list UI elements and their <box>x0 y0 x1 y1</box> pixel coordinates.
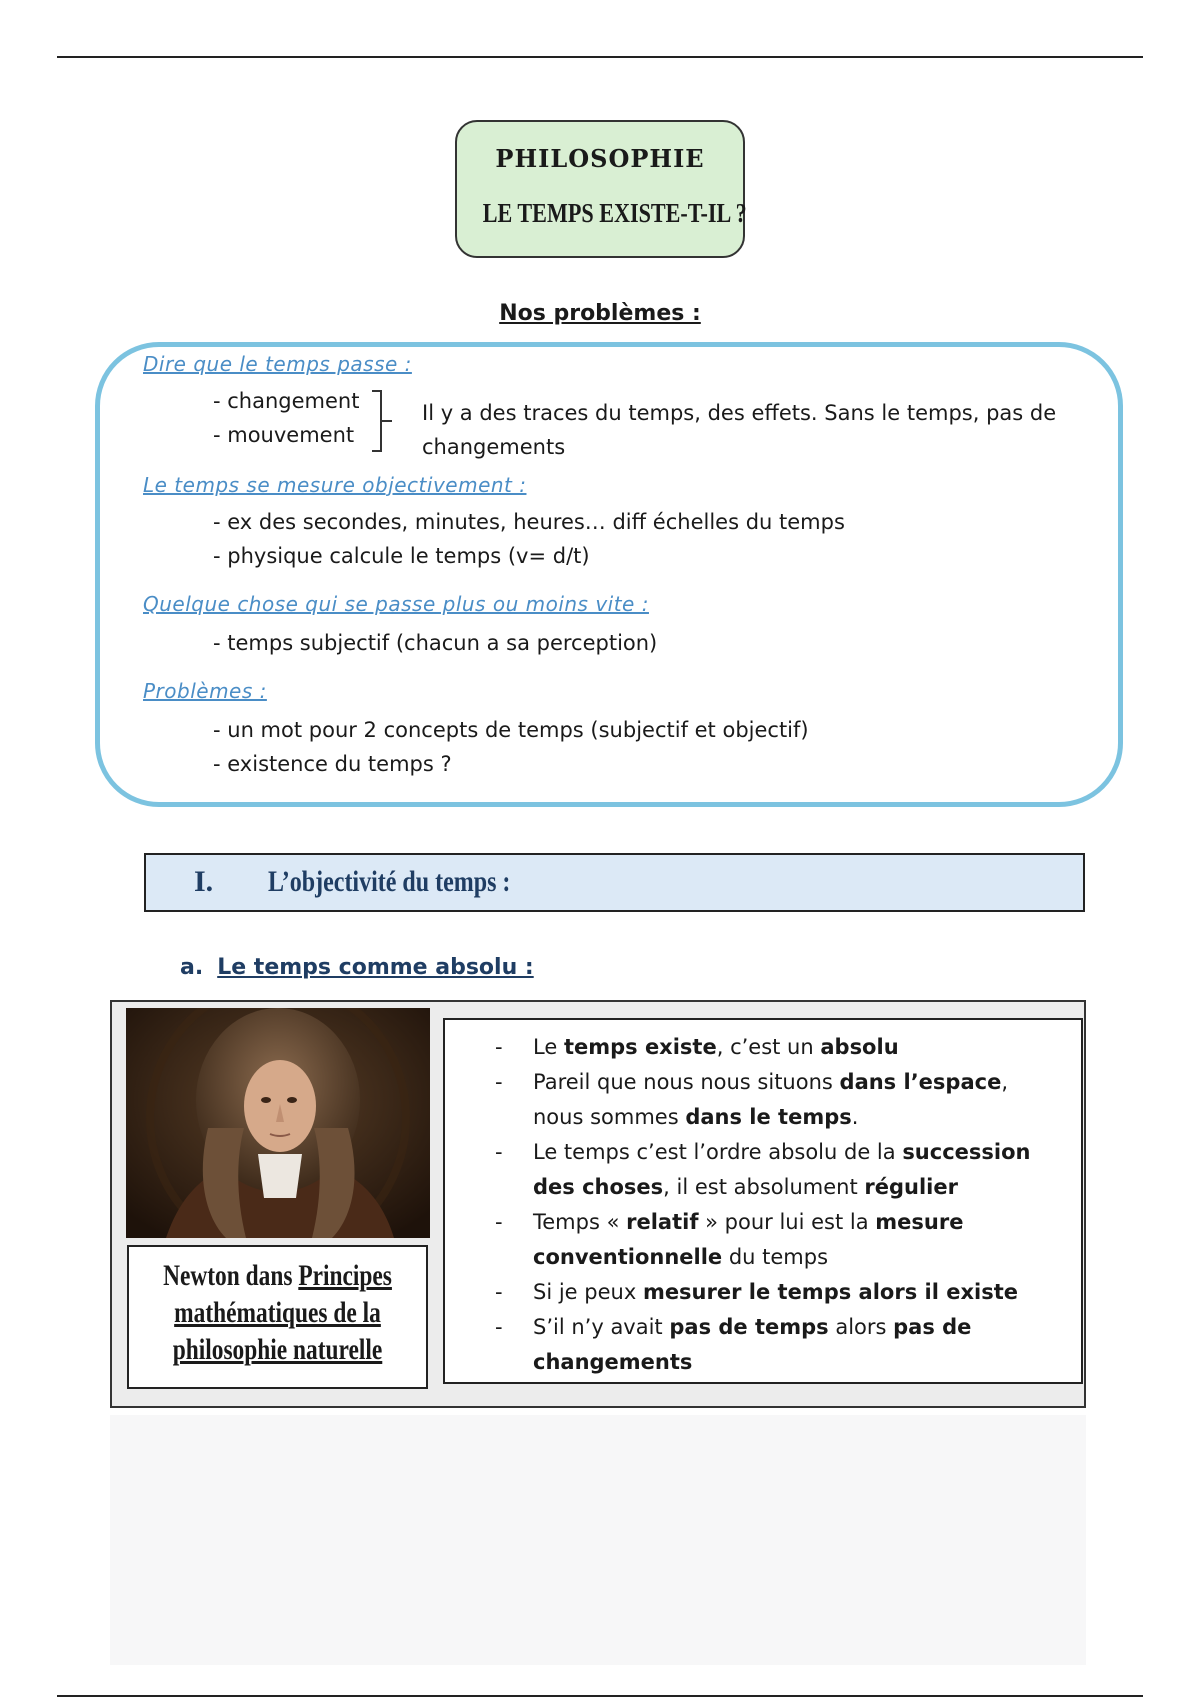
problems-item: - physique calcule le temps (v= d/t) <box>213 544 590 568</box>
bullet-emphasis: absolu <box>820 1035 899 1059</box>
caption-work-title: Principes mathématiques de la philosophie naturelle <box>172 1259 392 1366</box>
bullet-text: Le <box>533 1035 564 1059</box>
problems-item: - temps subjectif (chacun a sa perception) <box>213 631 658 655</box>
top-rule <box>57 56 1143 58</box>
bullet-text: Pareil que nous nous situons <box>533 1070 840 1094</box>
problems-section-title: Le temps se mesure objectivement : <box>143 473 527 497</box>
problems-section-title: Dire que le temps passe : <box>143 352 412 376</box>
bullet-text: S’il n’y avait <box>533 1315 670 1339</box>
bullet-emphasis: mesurer le temps alors il existe <box>642 1280 1018 1304</box>
newton-bullet-item <box>495 1065 1055 1135</box>
bullet-text: , il est absolument <box>663 1175 865 1199</box>
section-number: I. <box>194 865 214 898</box>
problems-item: - existence du temps ? <box>213 752 452 776</box>
problems-item: - mouvement <box>213 423 355 447</box>
section-header <box>144 853 1085 912</box>
subsection-letter: a. <box>180 955 204 980</box>
problems-heading: Nos problèmes : <box>499 301 701 326</box>
newton-bullet-item <box>495 1135 1055 1205</box>
brace-symbol <box>372 390 382 452</box>
brace-explanation: Il y a des traces du temps, des effets. Sans le temps, pas de changements <box>422 401 1057 459</box>
newton-bullet-item <box>495 1205 1055 1275</box>
newton-caption <box>146 1257 409 1368</box>
problems-item: - ex des secondes, minutes, heures… diff échelles du temps <box>213 510 845 534</box>
bullet-emphasis: relatif <box>626 1210 699 1234</box>
problems-item: - changement <box>213 389 360 413</box>
bullet-text: Temps « <box>533 1210 627 1234</box>
newton-caption-box <box>127 1245 428 1389</box>
problems-section-title: Quelque chose qui se passe plus ou moins vite : <box>143 592 649 616</box>
bullet-text: Si je peux <box>533 1280 643 1304</box>
problems-item: - un mot pour 2 concepts de temps (subjectif et objectif) <box>213 718 809 742</box>
newton-portrait-image <box>126 1008 430 1238</box>
newton-notes-box <box>443 1018 1083 1384</box>
bullet-emphasis: dans le temps <box>685 1105 852 1129</box>
bullet-emphasis: temps existe <box>563 1035 717 1059</box>
title-box <box>455 120 745 258</box>
bullet-text: du temps <box>722 1245 829 1269</box>
bullet-text: alors <box>828 1315 894 1339</box>
newton-bullet-item <box>495 1030 1055 1065</box>
portrait-illustration <box>126 1008 430 1238</box>
blank-area <box>110 1415 1086 1665</box>
newton-bullet-list <box>495 1030 1055 1380</box>
subsection-heading <box>180 955 534 980</box>
bullet-emphasis: mesure conventionnelle <box>533 1210 964 1269</box>
bullet-emphasis: pas de changements <box>533 1315 972 1374</box>
bullet-text: . <box>851 1105 859 1129</box>
bullet-text: Le temps c’est l’ordre absolu de la <box>533 1140 903 1164</box>
bullet-emphasis: régulier <box>864 1175 958 1199</box>
newton-bullet-item <box>495 1310 1055 1380</box>
caption-author: Newton dans <box>163 1259 299 1292</box>
bullet-emphasis: pas de temps <box>669 1315 829 1339</box>
bullet-text: , nous sommes <box>533 1070 1008 1129</box>
bullet-emphasis: succession des choses <box>533 1140 1031 1199</box>
bottom-rule <box>57 1695 1143 1697</box>
subsection-title: Le temps comme absolu : <box>217 955 534 980</box>
newton-bullet-item <box>495 1275 1055 1310</box>
bullet-text: » pour lui est la <box>698 1210 876 1234</box>
main-question: LE TEMPS EXISTE-T-IL ? <box>482 198 747 228</box>
bullet-text: , c’est un <box>716 1035 821 1059</box>
section-title: L’objectivité du temps : <box>268 865 511 898</box>
subject-title: PHILOSOPHIE <box>495 144 705 173</box>
bullet-emphasis: dans l’espace <box>839 1070 1002 1094</box>
problems-section-title: Problèmes : <box>143 679 267 703</box>
